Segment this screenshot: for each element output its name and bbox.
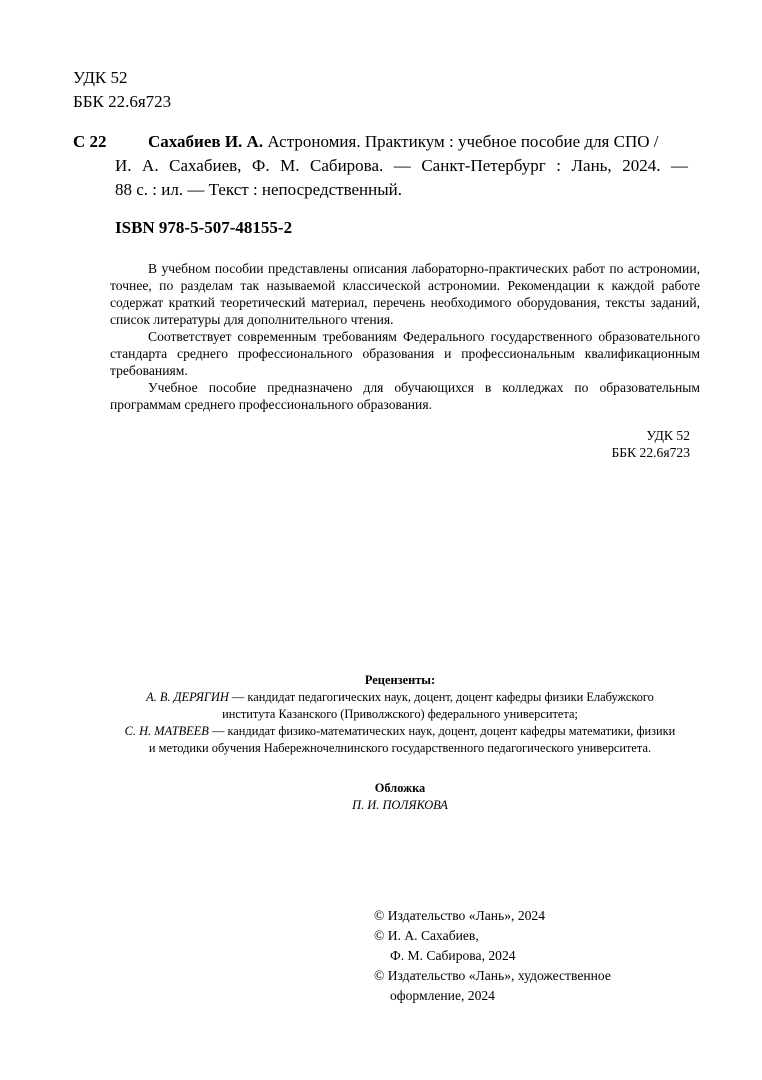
reviewer-2-desc-2: и методики обучения Набережночелнинского государственного педагогического университета. — [148, 741, 652, 755]
udk-code: УДК 52 — [73, 68, 128, 87]
reviewer-1-desc-2: института Казанского (Приволжского) федерального университета; — [222, 707, 578, 721]
copyright-block — [374, 906, 611, 1006]
bib-line-3: 88 с. : ил. — Текст : непосредственный. — [115, 180, 403, 199]
bibliographic-record — [148, 130, 688, 154]
bbk-code-right: ББК 22.6я723 — [611, 445, 690, 460]
copyright-3b: оформление, 2024 — [390, 988, 495, 1003]
bib-line-1 — [148, 130, 688, 154]
bbk-code: ББК 22.6я723 — [73, 92, 172, 111]
copyright-2b: Ф. М. Сабирова, 2024 — [390, 948, 516, 963]
reviewer-1-desc-1: — кандидат педагогических наук, доцент, доцент кафедры физики Елабужского — [228, 690, 654, 704]
udk-code-right: УДК 52 — [646, 428, 690, 443]
reviewers-block — [90, 672, 710, 757]
abstract-paragraph-2: Соответствует современным требованиям Федерального государственного образовательного стандарта среднего профессионального образования и профессиональным квалификационным требованиям. — [110, 329, 700, 378]
cover-block — [250, 780, 550, 814]
bib-title: Астрономия. Практикум : учебное пособие для СПО / — [263, 132, 659, 151]
author-mark: С 22 — [73, 132, 107, 151]
abstract-paragraph-1: В учебном пособии представлены описания лабораторно-практических работ по астрономии, точнее, по разделам так называемой классической астрономии. Рекомендации к каждой работе содержат краткий теоретический материал, перечень необходимого оборудования, тексты заданий, список литературы для дополнительного чтения. — [110, 261, 700, 327]
cover-designer: П. И. ПОЛЯКОВА — [352, 798, 448, 812]
abstract — [110, 260, 700, 413]
reviewer-1 — [90, 689, 710, 723]
reviewer-2-desc-1: — кандидат физико-математических наук, доцент, доцент кафедры математики, физики — [208, 724, 676, 738]
copyright-3a: © Издательство «Лань», художественное — [374, 968, 611, 983]
reviewers-heading: Рецензенты: — [364, 673, 436, 687]
reviewer-2 — [90, 723, 710, 757]
bib-line-2: И. А. Сахабиев, Ф. М. Сабирова. — Санкт-Петербург : Лань, 2024. — — [115, 156, 688, 175]
reviewer-2-name: С. Н. МАТВЕЕВ — [124, 724, 209, 738]
classification-right — [560, 427, 690, 461]
isbn: ISBN 978-5-507-48155-2 — [115, 218, 293, 237]
reviewer-1-name: А. В. ДЕРЯГИН — [146, 690, 229, 704]
bib-author: Сахабиев И. А. — [148, 132, 264, 151]
copyright-1: © Издательство «Лань», 2024 — [374, 908, 546, 923]
cover-heading: Обложка — [374, 781, 426, 795]
abstract-paragraph-3: Учебное пособие предназначено для обучающихся в колледжах по образовательным программам среднего профессионального образования. — [110, 380, 700, 412]
copyright-2a: © И. А. Сахабиев, — [374, 928, 479, 943]
classification-block — [73, 66, 171, 114]
